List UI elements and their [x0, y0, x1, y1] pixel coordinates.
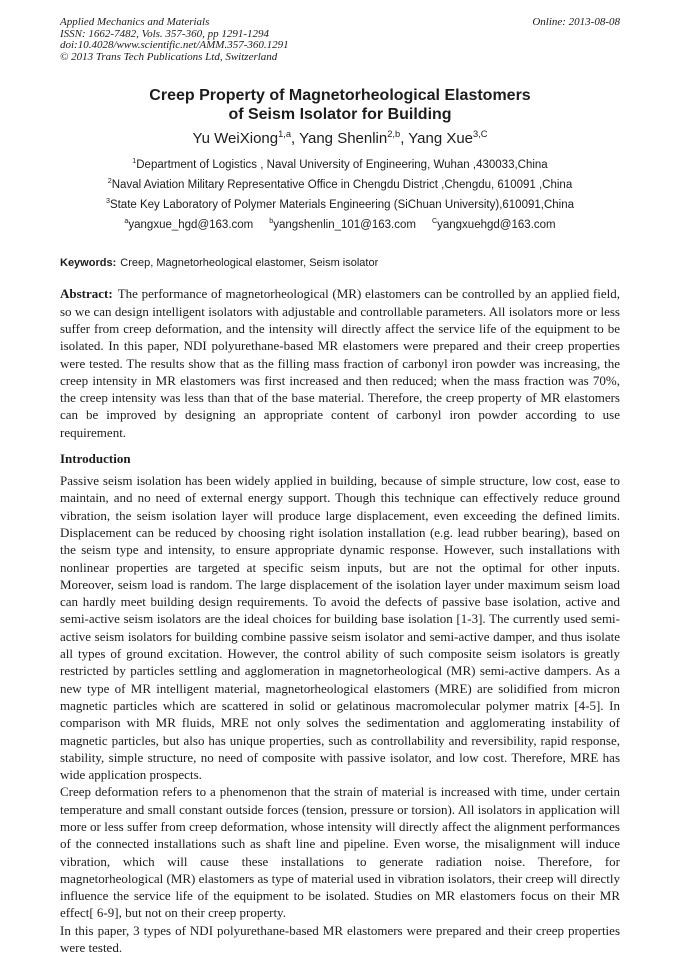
journal-title: Applied Mechanics and Materials	[60, 16, 210, 28]
doi-line: doi:10.4028/www.scientific.net/AMM.357-360.1291	[60, 39, 289, 52]
affiliation-2-superscript: 2	[107, 177, 112, 186]
author-1-name: Yu WeiXiong	[192, 130, 279, 148]
copyright-line: © 2013 Trans Tech Publications Ltd, Switzerland	[60, 50, 278, 63]
author-3-superscript: 3,C	[473, 129, 488, 140]
affiliation-1-superscript: 1	[132, 157, 137, 166]
paper-title-line-1: Creep Property of Magnetorheological Elastomers	[149, 87, 531, 105]
online-date: Online: 2013-08-08	[532, 16, 620, 28]
email-3-address: yangxuehgd@163.com	[437, 219, 556, 232]
affiliation-3-text: State Key Laboratory of Polymer Materials Engineering (SiChuan University),610091,China	[109, 199, 575, 212]
email-1	[124, 219, 253, 231]
author-emails	[60, 215, 620, 235]
paper-title	[60, 87, 620, 124]
journal-header-row	[60, 17, 620, 29]
issn-line: ISSN: 1662-7482, Vols. 357-360, pp 1291-1294	[60, 27, 269, 40]
affiliation-1	[60, 155, 620, 175]
introduction-paragraph-3: In this paper, 3 types of NDI polyurethane-based MR elastomers were prepared and their creep properties were tested.	[60, 922, 620, 956]
keywords-line	[60, 256, 620, 270]
email-2-superscript: b	[269, 217, 274, 226]
email-3-superscript: C	[431, 217, 438, 226]
affiliation-2-text: Naval Aviation Military Representative Office in Chengdu District ,Chengdu, 610091 ,China	[111, 179, 573, 192]
authors-line	[60, 128, 620, 149]
affiliation-3-superscript: 3	[105, 197, 110, 206]
email-2-address: yangshenlin_101@163.com	[273, 219, 416, 232]
introduction-paragraph-1: Passive seism isolation has been widely applied in building, because of simple structure, low cost, ease to maintain, and no need of external energy support. Though this technique can effectively reduce ground vibration, the seism isolation layer will produce large displacement, even exceeding the defined limits. Displacement can be reduced by choosing right isolation installation (e.g. lead rubber bearing), based on the seism type and intensity, to ensure appropriate dynamic response. However, such installations with nonlinear properties are targeted at specific seism inputs, but are not the optimal for other inputs. Moreover, seism load is random. The large displacement of the isolation layer under maximum seism load can hardly meet building design requirements. To avoid the defects of passive base isolation, active and semi-active seism isolators are the ideal choices for building base isolation [1-3]. The currently used semi-active seism isolators for building combine passive seism isolator and semi-active damper, and thus isolate all types of ground excitation. However, the control ability of such composite seism isolators is greatly restricted by particles settling and agglomeration in magnetorheological (MR) semi-active dampers. As a new type of MR intelligent material, magnetorheological elastomers (MRE) are solidified from micron magnetic particles which are scattered in solid or gelatinous macromolecular polymer matrix [4-5]. In comparison with MR fluids, MRE not only solves the sedimentation and agglomerating instability of magnetic particles, but also has unique properties, such as controllability and reversibility, rapid response, stability, simple structure, no need of composite with passive isolator, and low cost. Therefore, MRE has wide application prospects.	[60, 473, 620, 783]
paper-title-line-2: of Seism Isolator for Building	[228, 105, 452, 123]
email-2	[269, 219, 416, 231]
author-2-name: , Yang Shenlin	[291, 130, 388, 148]
author-2	[291, 130, 400, 147]
author-1	[192, 130, 291, 147]
author-3	[400, 130, 487, 147]
keywords-text: Creep, Magnetorheological elastomer, Seism isolator	[120, 257, 379, 270]
introduction-paragraph-2: Creep deformation refers to a phenomenon that the strain of material is increased with time, under certain temperature and small constant outside forces (tension, pressure or torsion). All isolators in application will more or less suffer from creep deformation, whose intensity will directly affect the alignment performances of the connected installations such as shaft line and pipeline. Even worse, the misalignment will induce vibration, which will cause these installations to generate radiation noise. Therefore, for magnetorheological (MR) elastomers as type of material used in vibration isolators, their creep will directly influence the service life of the equipment to be isolated. Studies on MR elastomers focus on their MR effect[ 6-9], but not on their creep property.	[60, 784, 620, 921]
author-1-superscript: 1,a	[278, 129, 292, 140]
section-heading-introduction: Introduction	[60, 451, 131, 467]
author-2-superscript: 2,b	[387, 129, 401, 140]
abstract	[60, 285, 620, 441]
email-3	[432, 219, 556, 231]
abstract-label: Abstract:	[60, 286, 113, 302]
keywords-label: Keywords:	[60, 257, 117, 270]
affiliations	[60, 155, 620, 215]
email-1-address: yangxue_hgd@163.com	[128, 219, 254, 232]
email-1-superscript: a	[124, 217, 129, 226]
affiliation-1-text: Department of Logistics , Naval University of Engineering, Wuhan ,430033,China	[136, 159, 548, 172]
abstract-text: The performance of magnetorheological (MR) elastomers can be controlled by an applied field, so we can design intelligent isolators with adjustable and controllable parameters. All isolators more or less suffer from creep deformation, and the intensity will directly affect the service life of the equipment to be isolated. In this paper, NDI polyurethane-based MR elastomers were prepared and their creep properties were tested. The results show that as the filling mass fraction of carbonyl iron powder was increasing, the creep intensity in MR elastomers was first increased and then reduced; when the mass fraction was 70%, the creep intensity was less than that of the base material. Therefore, the creep property of MR elastomers can be improved by designing an appropriate content of carbonyl iron powder according to use requirement.	[60, 286, 620, 440]
journal-header	[60, 17, 620, 63]
affiliation-2	[60, 175, 620, 195]
affiliation-3	[60, 195, 620, 215]
author-3-name: , Yang Xue	[400, 130, 474, 148]
